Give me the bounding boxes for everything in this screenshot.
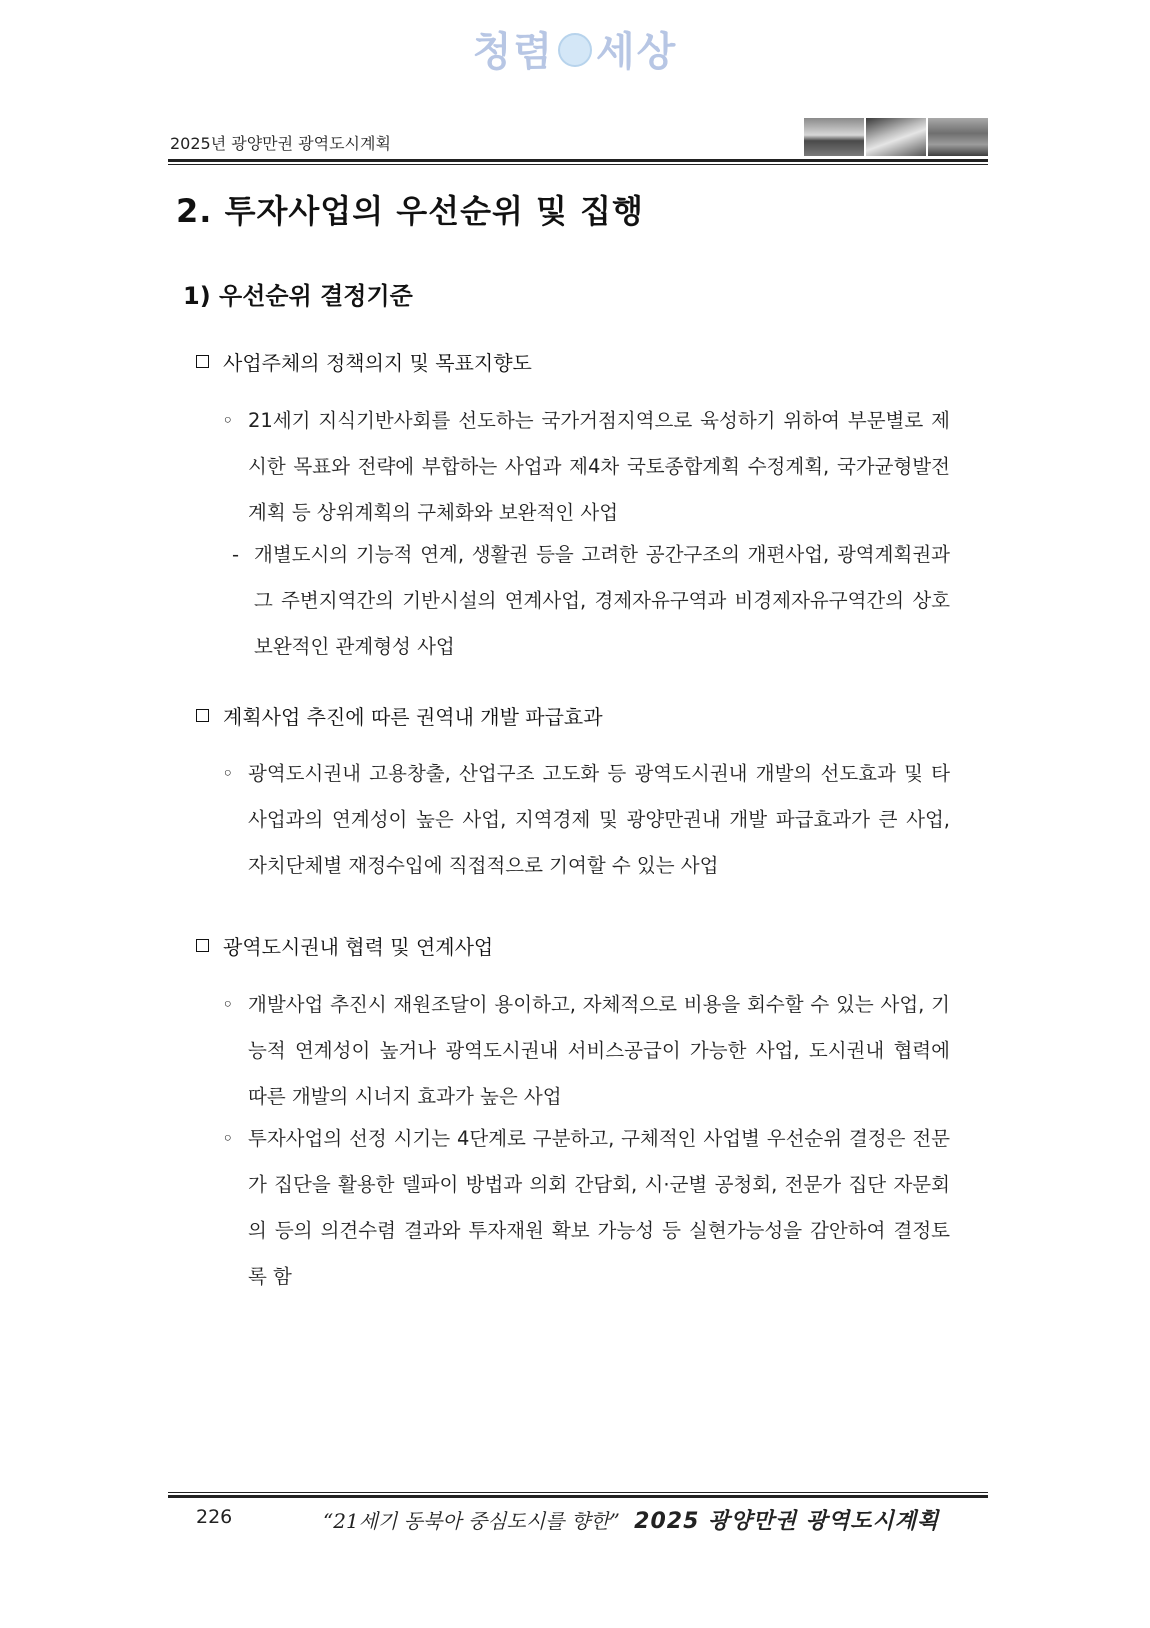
section-title: 2. 투자사업의 우선순위 및 집행 (176, 192, 644, 230)
bullet-item-text: 투자사업의 선정 시기는 4단계로 구분하고, 구체적인 사업별 우선순위 결정은 전문가 집단을 활용한 델파이 방법과 의회 간담회, 시·군별 공청회, 전문가 집단 자문회의 등의 의견수렴 결과와 투자재원 확보 가능성 등 실현가능성을 감안하여 결정토록 함 (248, 1127, 950, 1288)
bullet-circle-icon: ◦ (222, 993, 234, 1016)
bullet-circle-icon: ◦ (222, 409, 234, 432)
criterion-heading-2 (196, 701, 603, 730)
page-header (168, 118, 988, 160)
dash-item-text: 개별도시의 기능적 연계, 생활권 등을 고려한 공간구조의 개편사업, 광역계획권과 그 주변지역간의 기반시설의 연계사업, 경제자유구역과 비경제자유구역간의 상호보완적인 관계형성 사업 (254, 543, 950, 658)
page-number: 226 (196, 1506, 233, 1528)
page-footer (168, 1500, 988, 1536)
bullet-item-text: 광역도시권내 고용창출, 산업구조 고도화 등 광역도시권내 개발의 선도효과 및 타 사업과의 연계성이 높은 사업, 지역경제 및 광양만권내 개발 파급효과가 큰 사업, 자치단체별 재정수입에 직접적으로 기여할 수 있는 사업 (248, 762, 950, 877)
header-photo-strip (804, 118, 988, 156)
subsection-title: 1) 우선순위 결정기준 (183, 282, 413, 310)
logo-text-left: 청렴 (472, 29, 554, 75)
bullet-item-text: 21세기 지식기반사회를 선도하는 국가거점지역으로 육성하기 위하여 부문별로 제시한 목표와 전략에 부합하는 사업과 제4차 국토종합계획 수정계획, 국가균형발전계획 등 상위계획의 구체화와 보완적인 사업 (248, 409, 950, 524)
bullet-item (222, 982, 950, 1120)
criterion-heading-1 (196, 347, 532, 376)
footer-caption (323, 1504, 939, 1535)
checkbox-square-icon (196, 355, 209, 368)
footer-rule (168, 1492, 988, 1498)
checkbox-square-icon (196, 709, 209, 722)
criterion-heading-3 (196, 931, 493, 960)
bullet-circle-icon: ◦ (222, 762, 234, 785)
bullet-item (222, 398, 950, 536)
header-rule (168, 159, 988, 165)
dash-mark: - (232, 543, 240, 566)
checkbox-square-icon (196, 939, 209, 952)
bullet-item (222, 751, 950, 889)
bullet-item-text: 개발사업 추진시 재원조달이 용이하고, 자체적으로 비용을 회수할 수 있는 사업, 기능적 연계성이 높거나 광역도시권내 서비스공급이 가능한 사업, 도시권내 협력에 따른 개발의 시너지 효과가 높은 사업 (248, 993, 950, 1108)
logo (0, 20, 1150, 77)
header-photo-3 (928, 118, 988, 156)
header-photo-1 (804, 118, 864, 156)
logo-text-right: 세상 (596, 29, 678, 75)
dash-item (232, 532, 950, 670)
bullet-circle-icon: ◦ (222, 1127, 234, 1150)
bullet-item (222, 1116, 950, 1300)
footer-plan-name: 2025 광양만권 광역도시계획 (634, 1509, 940, 1534)
header-title: 2025년 광양만권 광역도시계획 (170, 134, 391, 153)
logo-badge-icon (558, 33, 592, 67)
footer-quote: “21세기 동북아 중심도시를 향한” (323, 1509, 620, 1533)
criterion-heading-text: 계획사업 추진에 따른 권역내 개발 파급효과 (223, 705, 603, 729)
criterion-heading-text: 광역도시권내 협력 및 연계사업 (223, 935, 494, 959)
criterion-heading-text: 사업주체의 정책의지 및 목표지향도 (223, 351, 532, 375)
header-photo-2 (866, 118, 926, 156)
